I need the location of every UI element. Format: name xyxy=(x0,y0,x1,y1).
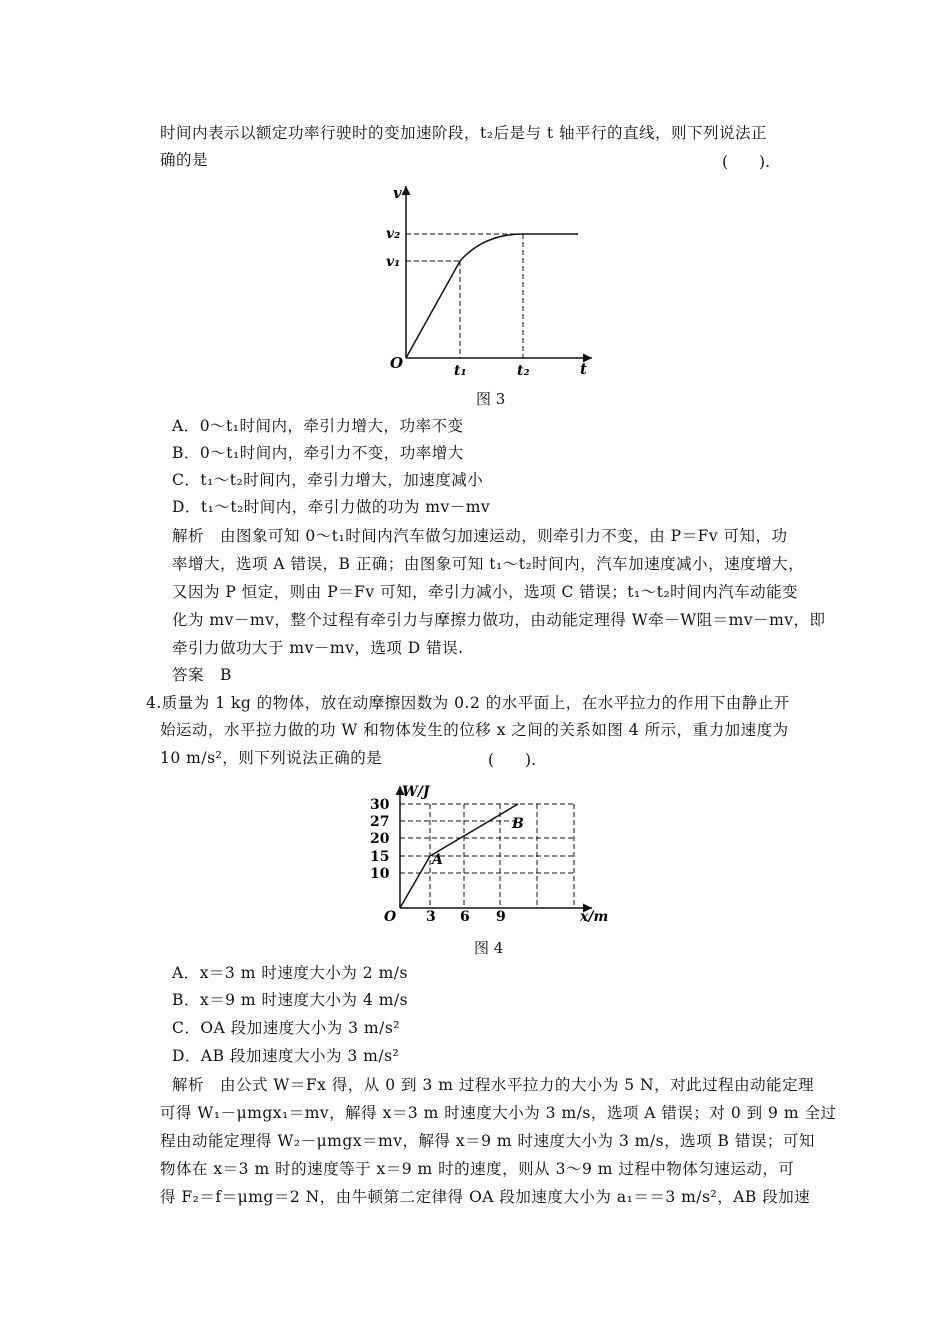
y-tick-30: 30 xyxy=(370,797,390,813)
q4-analysis-line-4: 物体在 x＝3 m 时的速度等于 x＝9 m 时的速度，则从 3～9 m 过程中物体匀速运动，可 xyxy=(160,1160,795,1178)
point-b-label: B xyxy=(512,816,524,832)
x-tick-6: 6 xyxy=(460,909,470,925)
q3-answer-paren: ( ). xyxy=(722,153,771,171)
x-tick-3: 3 xyxy=(426,909,436,925)
w-axis-label: W/J xyxy=(402,784,430,800)
point-a-label: A xyxy=(432,852,443,868)
origin-label: O xyxy=(384,909,397,925)
x-axis-label: x/m xyxy=(580,909,609,925)
q3-analysis-line-3: 又因为 P 恒定，则由 P＝Fv 可知，牵引力减小，选项 C 错误；t₁～t₂时间内汽车动能变 xyxy=(172,583,799,601)
q4-answer-paren: ( ). xyxy=(488,751,537,769)
q3-intro-line-1: 时间内表示以额定功率行驶时的变加速阶段，t₂后是与 t 轴平行的直线，则下列说法正 xyxy=(160,124,768,142)
v1-label: v₁ xyxy=(386,254,401,270)
q3-analysis-line-5: 牵引力做功大于 mv－mv，选项 D 错误. xyxy=(172,639,464,657)
q4-option-b: B．x＝9 m 时速度大小为 4 m/s xyxy=(172,991,409,1009)
q3-option-b: B．0～t₁时间内，牵引力不变，功率增大 xyxy=(172,444,464,462)
q3-option-d: D．t₁～t₂时间内，牵引力做的功为 mv－mv xyxy=(172,498,491,516)
q3-analysis-line-1: 解析 由图象可知 0～t₁时间内汽车做匀加速运动，则牵引力不变，由 P＝Fv 可知，功 xyxy=(172,527,788,545)
q3-option-c: C．t₁～t₂时间内，牵引力增大，加速度减小 xyxy=(172,471,484,489)
y-tick-20: 20 xyxy=(370,831,390,847)
q4-option-d: D．AB 段加速度大小为 3 m/s² xyxy=(172,1047,400,1065)
q4-stem-line-1: 4.质量为 1 kg 的物体，放在动摩擦因数为 0.2 的水平面上，在水平拉力的作用下由静止开 xyxy=(146,694,790,712)
q4-stem-line-2: 始运动，水平拉力做的功 W 和物体发生的位移 x 之间的关系如图 4 所示，重力加速度为 xyxy=(160,721,789,739)
figure-4-work-displacement-graph xyxy=(362,778,622,928)
q4-option-c: C．OA 段加速度大小为 3 m/s² xyxy=(172,1019,400,1037)
y-tick-27: 27 xyxy=(370,814,390,830)
figure-3-velocity-graph xyxy=(380,178,610,378)
figure-3-caption: 图 3 xyxy=(476,390,506,408)
q3-analysis-line-2: 率增大，选项 A 错误，B 正确；由图象可知 t₁～t₂时间内，汽车加速度减小，速度增大， xyxy=(172,555,805,573)
velocity-curve xyxy=(406,234,578,358)
origin-label: O xyxy=(390,354,404,372)
figure-4-caption: 图 4 xyxy=(474,939,504,957)
t1-label: t₁ xyxy=(454,363,467,378)
q4-stem-line-3: 10 m/s²，则下列说法正确的是 xyxy=(160,749,383,767)
q4-analysis-line-1: 解析 由公式 W＝Fx 得，从 0 到 3 m 过程水平拉力的大小为 5 N，对此过程由动能定理 xyxy=(172,1076,815,1094)
t2-label: t₂ xyxy=(517,363,530,378)
v2-label: v₂ xyxy=(386,226,401,242)
y-tick-15: 15 xyxy=(370,849,390,865)
q4-analysis-line-5: 得 F₂＝f＝μmg＝2 N，由牛顿第二定律得 OA 段加速度大小为 a₁＝＝3 m/s²，AB 段加速 xyxy=(160,1188,811,1206)
v-axis-label: v xyxy=(393,184,402,202)
q4-analysis-line-2: 可得 W₁－μmgx₁＝mv，解得 x＝3 m 时速度大小为 3 m/s，选项 A 错误；对 0 到 9 m 全过 xyxy=(160,1104,837,1122)
q3-answer: 答案 B xyxy=(172,666,232,684)
q3-analysis-line-4: 化为 mv－mv，整个过程有牵引力与摩擦力做功，由动能定理得 W牵－W阻＝mv－mv，即 xyxy=(172,611,826,629)
x-tick-9: 9 xyxy=(496,909,506,925)
y-tick-10: 10 xyxy=(370,866,390,882)
q3-option-a: A．0～t₁时间内，牵引力增大，功率不变 xyxy=(172,417,464,435)
q4-option-a: A．x＝3 m 时速度大小为 2 m/s xyxy=(172,964,408,982)
t-axis-label: t xyxy=(580,360,587,378)
q4-analysis-line-3: 程由动能定理得 W₂－μmgx＝mv，解得 x＝9 m 时速度大小为 3 m/s，选项 B 错误；可知 xyxy=(160,1132,815,1150)
q3-intro-line-2: 确的是 xyxy=(160,151,209,169)
